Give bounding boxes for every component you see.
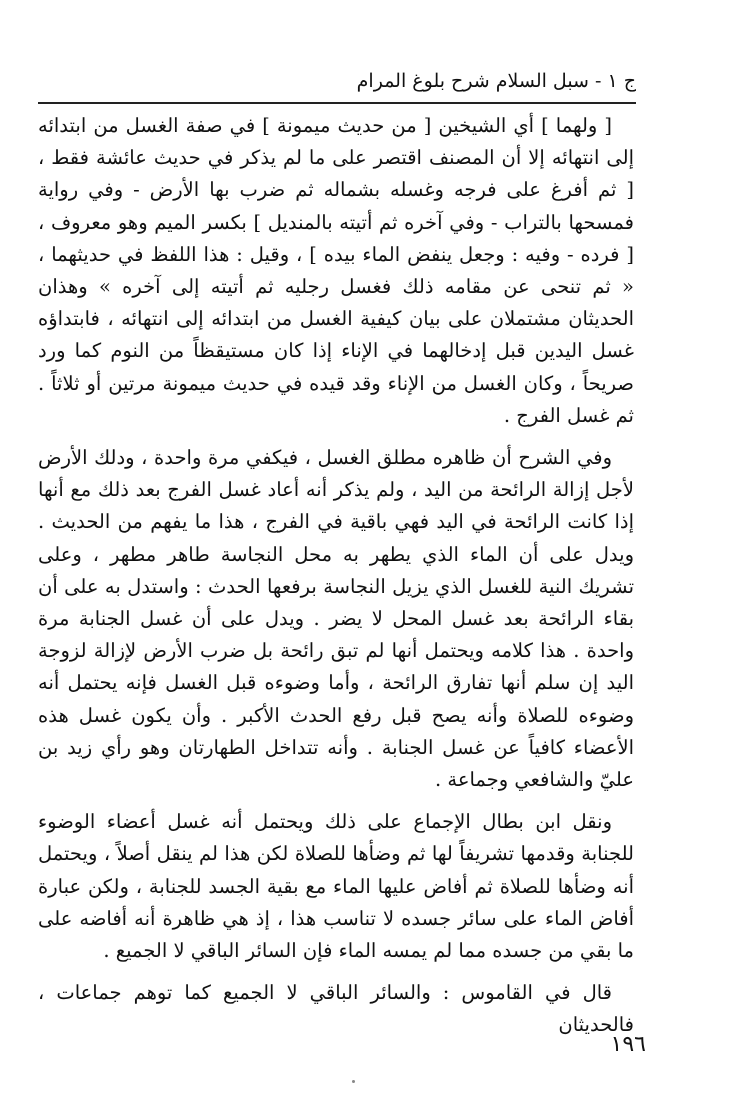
- page-number: ١٩٦: [610, 1032, 646, 1057]
- header-rule: [38, 102, 636, 104]
- running-head: ج ١ - سبل السلام شرح بلوغ المرام: [356, 70, 636, 92]
- paragraph-3: ونقل ابن بطال الإجماع على ذلك ويحتمل أنه غسل أعضاء الوضوء للجنابة وقدمها تشريفاً لها ثم وضأها للصلاة لكن هذا لم ينقل أصلاً ، ويحتمل أنه وضأها للصلاة ثم أفاض عليها الماء مع بقية الجسد للجنابة ، ولكن عبارة أفاض الماء على سائر جسده لا تناسب هذا ، إذ هي ظاهرة أنه أفاضه على ما بقي من جسده مما لم يمسه الماء فإن السائر الباقي لا الجميع .: [38, 810, 634, 963]
- paragraph-4: قال في القاموس : والسائر الباقي لا الجميع كما توهم جماعات ، فالحديثان: [38, 981, 634, 1037]
- body-text: [38, 110, 634, 1042]
- paragraph-1: [ ولهما ] أي الشيخين [ من حديث ميمونة ] في صفة الغسل من ابتدائه إلى انتهائه إلا أن المصنف اقتصر على ما لم يذكر في حديث عائشة فقط ، [ ثم أفرغ على فرجه وغسله بشماله ثم ضرب بها الأرض - وفي رواية فمسحها بالتراب - وفي آخره ثم أتيته بالمنديل ] بكسر الميم وهو معروف ، [ فرده - وفيه : وجعل ينفض الماء بيده ] ، وقيل : هذا اللفظ في حديثهما ، « ثم تنحى عن مقامه ذلك فغسل رجليه ثم أتيته إلى آخره » وهذان الحديثان مشتملان على بيان كيفية الغسل من ابتدائه إلى انتهائه ، فابتداؤه غسل اليدين قبل إدخالهما في الإناء إذا كان مستيقظاً من النوم كما ورد صريحاً ، وكان الغسل من الإناء وقد قيده في حديث ميمونة مرتين أو ثلاثاً . ثم غسل الفرج .: [38, 114, 634, 427]
- paragraph-2: وفي الشرح أن ظاهره مطلق الغسل ، فيكفي مرة واحدة ، ودلك الأرض لأجل إزالة الرائحة من اليد ، ولم يذكر أنه أعاد غسل الفرج بعد ذلك مع أنها إذا كانت الرائحة في اليد فهي باقية في الفرج ، هذا ما يفهم من الحديث . ويدل على أن الماء الذي يطهر به محل النجاسة طاهر مطهر ، وعلى تشريك النية للغسل الذي يزيل النجاسة برفعها الحدث : واستدل به على أن بقاء الرائحة بعد غسل المحل لا يضر . ويدل على أن غسل الجنابة مرة واحدة . هذا كلامه ويحتمل أنها لم تبق رائحة بل ضرب الأرض لإزالة لزوجة اليد إن سلم أنها تفارق الرائحة ، وأما وضوءه قبل الغسل فإنه يحتمل أنه وضوءه للصلاة وأنه يصح قبل رفع الحدث الأكبر . وأن يكون غسل هذه الأعضاء كافياً عن غسل الجنابة . وأنه تتداخل الطهارتان وهو رأي زيد بن عليّ والشافعي وجماعة .: [38, 446, 634, 792]
- scan-speck: [352, 1080, 355, 1083]
